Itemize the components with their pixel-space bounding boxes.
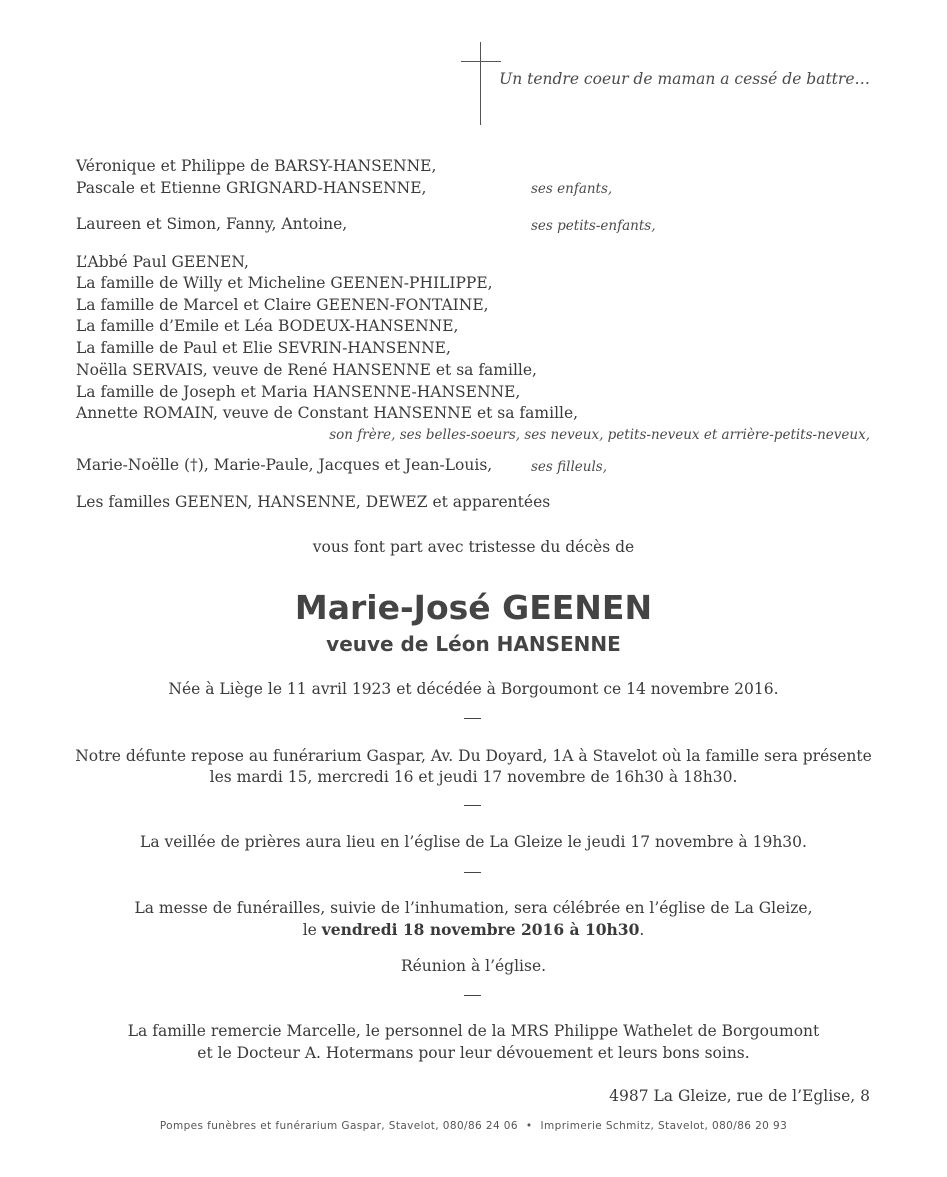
mass-line-2-suffix: . (639, 921, 645, 939)
mass-line-2-prefix: le (302, 921, 322, 939)
vigil-text: La veillée de prières aura lieu en l’église de La Gleize le jeudi 17 novembre à 19h30. (140, 833, 807, 851)
deceased-name: Marie-José GEENEN (294, 588, 653, 627)
section-divider (464, 805, 481, 806)
grandchildren-relation: ses petits-enfants, (531, 218, 656, 234)
section-divider (464, 718, 481, 719)
deceased-widow-of: veuve de Léon HANSENNE (326, 632, 621, 656)
cross-vertical-bar (480, 42, 481, 125)
birth-death-text: Née à Liège le 11 avril 1923 et décédée à Borgoumont ce 14 novembre 2016. (168, 680, 779, 698)
relative-line-6: Noëlla SERVAIS, veuve de René HANSENNE et sa famille, (76, 361, 537, 379)
cross-icon (461, 42, 501, 125)
announcement-intro: vous font part avec tristesse du décès de (312, 538, 635, 556)
family-children-line-2: Pascale et Etienne GRIGNARD-HANSENNE, (76, 179, 427, 197)
mass-line-2 (0, 919, 947, 941)
children-relation: ses enfants, (531, 181, 613, 197)
mass-date-time: vendredi 18 novembre 2016 à 10h30 (321, 920, 640, 939)
footer-separator: • (525, 1120, 533, 1132)
thanks-line-2: et le Docteur A. Hotermans pour leur dévouement et leurs bons soins. (197, 1044, 750, 1062)
mass-line-1: La messe de funérailles, suivie de l’inhumation, sera célébrée en l’église de La Gleize, (134, 899, 813, 917)
header-quote: Un tendre coeur de maman a cessé de battre… (499, 70, 870, 88)
family-extended: Les familles GEENEN, HANSENNE, DEWEZ et apparentées (76, 493, 551, 511)
relative-line-1: L’Abbé Paul GEENEN, (76, 253, 249, 271)
address: 4987 La Gleize, rue de l’Eglise, 8 (609, 1087, 870, 1105)
viewing-line-1: Notre défunte repose au funérarium Gaspar, Av. Du Doyard, 1A à Stavelot où la famille sera présente (75, 747, 872, 765)
reunion-text: Réunion à l’église. (400, 957, 547, 975)
cross-horizontal-bar (461, 61, 501, 62)
footer-printer: Imprimerie Schmitz, Stavelot, 080/86 20 93 (540, 1120, 788, 1132)
viewing-line-2: les mardi 15, mercredi 16 et jeudi 17 novembre de 16h30 à 18h30. (209, 768, 738, 786)
relative-line-7: La famille de Joseph et Maria HANSENNE-HANSENNE, (76, 383, 521, 401)
relatives-relation: son frère, ses belles-soeurs, ses neveux, petits-neveux et arrière-petits-neveux, (329, 427, 870, 443)
thanks-line-1: La famille remercie Marcelle, le personnel de la MRS Philippe Wathelet de Borgoumont (127, 1022, 820, 1040)
relative-line-5: La famille de Paul et Elie SEVRIN-HANSENNE, (76, 339, 451, 357)
relative-line-8: Annette ROMAIN, veuve de Constant HANSENNE et sa famille, (76, 404, 579, 422)
family-grandchildren: Laureen et Simon, Fanny, Antoine, (76, 215, 348, 233)
section-divider (464, 872, 481, 873)
footer-funeral-home: Pompes funèbres et funérarium Gaspar, Stavelot, 080/86 24 06 (159, 1120, 518, 1132)
relative-line-4: La famille d’Emile et Léa BODEUX-HANSENNE, (76, 317, 459, 335)
family-godchildren: Marie-Noëlle (†), Marie-Paule, Jacques et Jean-Louis, (76, 456, 493, 474)
section-divider (464, 995, 481, 996)
relative-line-2: La famille de Willy et Micheline GEENEN-PHILIPPE, (76, 274, 493, 292)
relative-line-3: La famille de Marcel et Claire GEENEN-FONTAINE, (76, 296, 489, 314)
footer (0, 1120, 947, 1132)
godchildren-relation: ses filleuls, (531, 459, 607, 475)
family-children-line-1: Véronique et Philippe de BARSY-HANSENNE, (76, 157, 437, 175)
